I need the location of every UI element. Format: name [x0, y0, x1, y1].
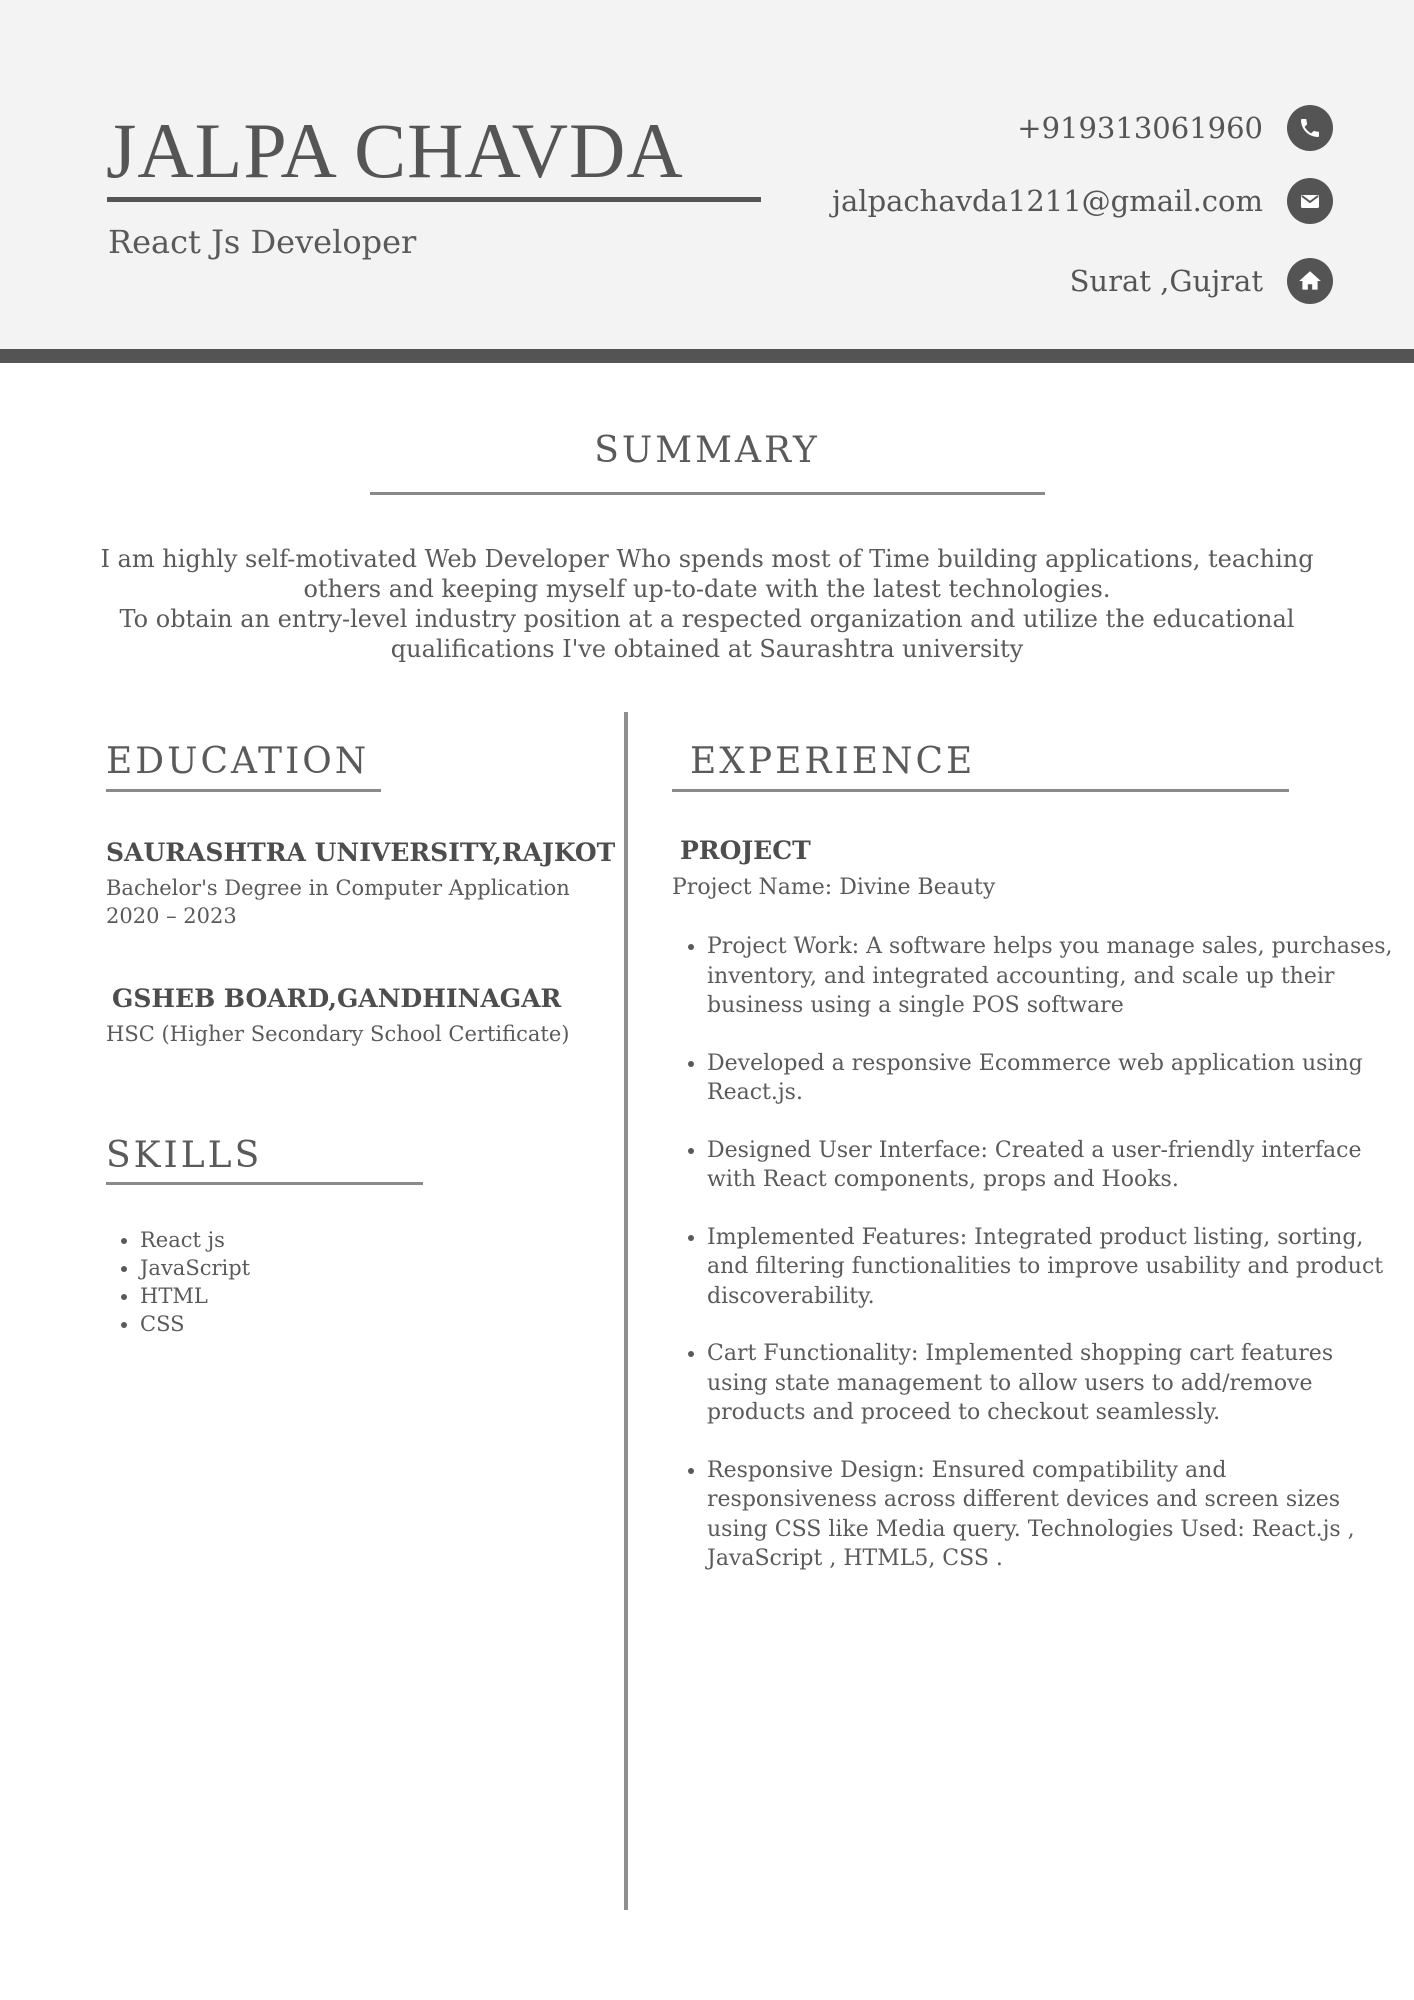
contact-phone[interactable] [1017, 105, 1333, 151]
email-address[interactable]: jalpachavda1211@gmail.com [832, 184, 1263, 218]
name-underline [107, 197, 761, 202]
phone-number[interactable]: +919313061960 [1017, 111, 1263, 145]
summary-heading: SUMMARY [594, 430, 820, 471]
experience-underline [672, 789, 1289, 792]
experience-bullet: • Responsive Design: Ensured compatibility and responsiveness across different devices and screen sizes using CSS like Media query. Technologies Used: React.js , JavaScript , HTML5, CSS . [707, 1456, 1397, 1574]
column-divider [624, 712, 628, 1910]
summary-text [70, 544, 1344, 664]
experience-bullets [671, 932, 1397, 1602]
job-title: React Js Developer [108, 223, 417, 261]
experience-heading: EXPERIENCE [690, 741, 976, 782]
skills-underline [106, 1182, 423, 1185]
project-name: Project Name: Divine Beauty [672, 875, 996, 900]
contact-location [1070, 258, 1333, 304]
education-school-1: SAURASHTRA UNIVERSITY,RAJKOT [106, 838, 616, 867]
header-divider-bar [0, 349, 1414, 363]
summary-underline [370, 492, 1045, 495]
mail-icon [1287, 178, 1333, 224]
education-years-1: 2020 – 2023 [106, 904, 237, 928]
contact-email[interactable] [832, 178, 1333, 224]
project-label: PROJECT [680, 836, 811, 865]
phone-icon [1287, 105, 1333, 151]
location-text: Surat ,Gujrat [1069, 264, 1263, 298]
education-degree-1: Bachelor's Degree in Computer Application [106, 876, 570, 900]
experience-bullet: • Project Work: A software helps you manage sales, purchases, inventory, and integrated accounting, and scale up their business using a single POS software [707, 932, 1397, 1021]
summary-paragraph-1: I am highly self-motivated Web Developer Who spends most of Time building applications, teaching others and keeping myself up-to-date with the latest technologies. [100, 545, 1314, 603]
home-icon [1287, 258, 1333, 304]
summary-paragraph-2: To obtain an entry-level industry position at a respected organization and utilize the educational qualifications I've obtained at Saurashtra university [119, 605, 1295, 663]
skills-heading: SKILLS [106, 1135, 263, 1176]
skill-item: • HTML [140, 1282, 250, 1310]
skills-list [106, 1226, 250, 1338]
experience-bullet: • Developed a responsive Ecommerce web application using React.js. [707, 1049, 1397, 1108]
skill-item: • React js [140, 1226, 250, 1254]
skill-item: • CSS [140, 1310, 250, 1338]
education-heading: EDUCATION [106, 741, 370, 782]
experience-bullet: • Designed User Interface: Created a user-friendly interface with React components, props and Hooks. [707, 1136, 1397, 1195]
candidate-name: JALPA CHAVDA [106, 107, 684, 194]
experience-bullet: • Cart Functionality: Implemented shopping cart features using state management to allow users to add/remove products and proceed to checkout seamlessly. [707, 1339, 1397, 1428]
education-degree-2: HSC (Higher Secondary School Certificate) [106, 1022, 570, 1046]
education-underline [106, 789, 381, 792]
skill-item: • JavaScript [140, 1254, 250, 1282]
education-school-2: GSHEB BOARD,GANDHINAGAR [112, 984, 562, 1013]
experience-bullet: • Implemented Features: Integrated product listing, sorting, and filtering functionalities to improve usability and product discoverability. [707, 1223, 1397, 1312]
